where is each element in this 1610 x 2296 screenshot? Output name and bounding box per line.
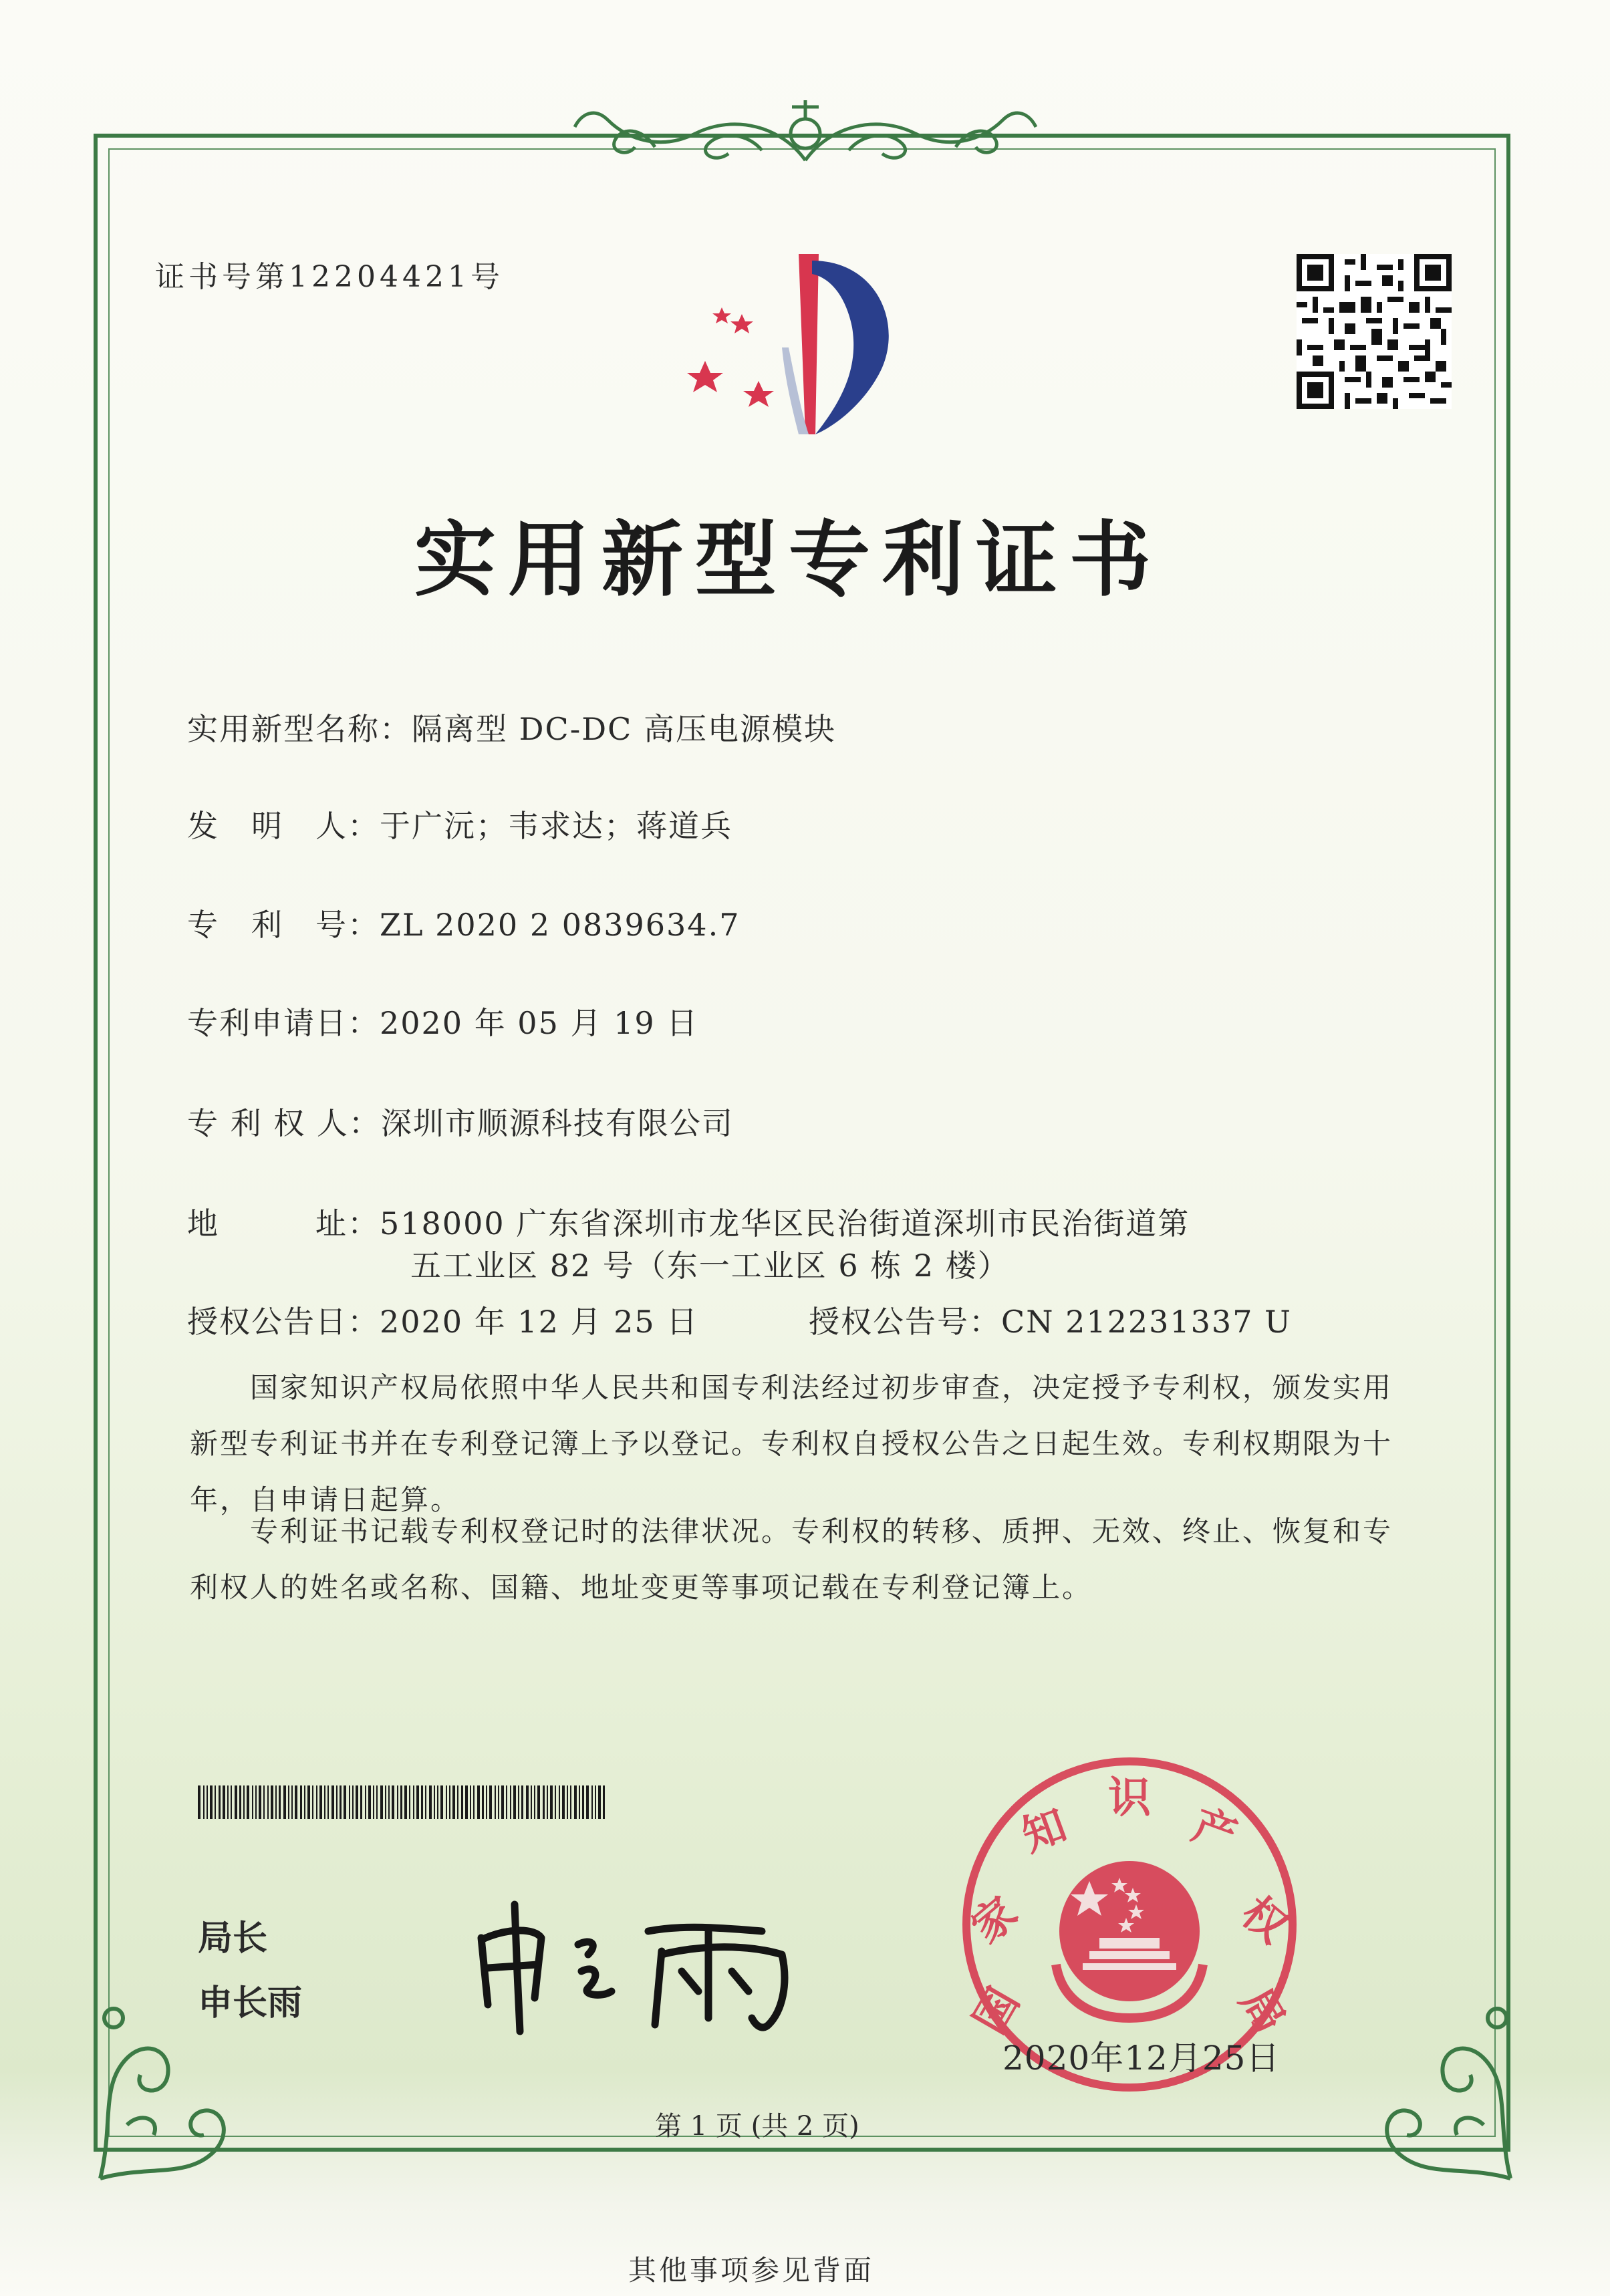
top-ornament-icon: [561, 87, 1049, 174]
paragraph-line: 利权人的姓名或名称、国籍、地址变更等事项记载在专利登记簿上。: [190, 1571, 1093, 1604]
field-value: 于广沅；韦求达；蒋道兵: [380, 808, 732, 844]
barcode-icon: [198, 1785, 610, 1819]
svg-text:家: 家: [962, 1887, 1027, 1953]
field-patent-number: [187, 901, 740, 945]
field-value: 深圳市顺源科技有限公司: [380, 1105, 734, 1141]
bottom-right-ornament-icon: [1337, 1991, 1524, 2192]
signatory-name: 申长雨: [198, 1983, 303, 2023]
field-label: 专 利 号：: [187, 907, 380, 943]
field-inventor: [187, 802, 732, 846]
field-value: 隔离型 DC-DC 高压电源模块: [412, 711, 836, 747]
field-label: 授权公告日：: [187, 1304, 380, 1340]
signatory-title: 局长: [198, 1918, 268, 1959]
certificate-number: 证书号第12204421号: [155, 260, 504, 294]
field-value: ZL 2020 2 0839634.7: [380, 907, 741, 943]
page-number: 第 1 页 (共 2 页): [655, 2111, 859, 2142]
paragraph-line: 国家知识产权局依照中华人民共和国专利法经过初步审查，决定授予专利权，颁发实用: [250, 1371, 1393, 1404]
svg-text:知: 知: [1015, 1800, 1073, 1862]
svg-text:权: 权: [1232, 1887, 1297, 1953]
svg-text:产: 产: [1186, 1800, 1244, 1862]
document-title: 实用新型专利证书: [414, 511, 1163, 607]
field-label: 地 址：: [187, 1205, 380, 1242]
field-filing-date: [187, 999, 698, 1043]
field-value: 2020 年 05 月 19 日: [380, 1005, 699, 1041]
field-label: 发 明 人：: [187, 808, 380, 844]
field-grant-number: [809, 1298, 1292, 1342]
seal-date: 2020年12月25日: [1002, 2039, 1281, 2077]
field-address-line2: 五工业区 82 号（东一工业区 6 栋 2 楼）: [410, 1248, 1010, 1284]
field-address: [187, 1199, 1190, 1244]
back-note: 其他事项参见背面: [628, 2254, 875, 2287]
field-value: CN 212231337 U: [1001, 1304, 1292, 1340]
field-label: 专 利 权 人：: [187, 1105, 381, 1141]
svg-text:局: 局: [1230, 1979, 1295, 2042]
cnipa-logo-icon: [682, 247, 936, 448]
qr-code-icon: [1297, 254, 1452, 409]
handwritten-signature: [468, 1891, 815, 2038]
svg-text:识: 识: [1108, 1773, 1151, 1823]
paragraph-line: 年，自申请日起算。: [190, 1483, 461, 1516]
field-label: 实用新型名称：: [187, 711, 412, 747]
paragraph-line: 新型专利证书并在专利登记簿上予以登记。专利权自授权公告之日起生效。专利权期限为十: [190, 1427, 1393, 1460]
field-utility-model-name: [187, 705, 836, 749]
field-label: 专利申请日：: [187, 1005, 380, 1041]
paragraph-legal-status: [190, 1503, 1440, 1616]
field-patentee: [187, 1099, 734, 1143]
field-grant-date: [187, 1298, 698, 1342]
field-label: 授权公告号：: [809, 1304, 1001, 1340]
field-value: 2020 年 12 月 25 日: [380, 1304, 699, 1340]
field-value: 518000 广东省深圳市龙华区民治街道深圳市民治街道第: [380, 1205, 1190, 1242]
svg-text:国: 国: [964, 1979, 1029, 2042]
paragraph-line: 专利证书记载专利权登记时的法律状况。专利权的转移、质押、无效、终止、恢复和专: [250, 1515, 1393, 1548]
